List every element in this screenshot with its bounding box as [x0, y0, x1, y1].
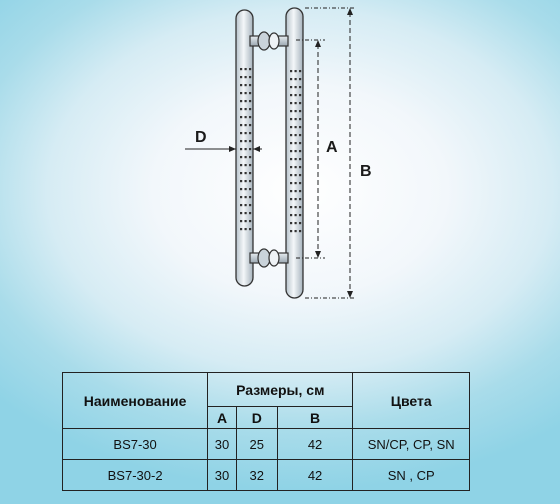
hole-dot: [249, 76, 251, 78]
hole-dot: [249, 116, 251, 118]
hole-dot: [290, 94, 292, 96]
hole-dot: [290, 230, 292, 232]
hole-dot: [295, 126, 297, 128]
hole-dot: [240, 156, 242, 158]
hole-dot: [249, 92, 251, 94]
hole-dot: [245, 76, 247, 78]
table-row: [63, 429, 470, 460]
cell-colors: SN , CP: [353, 460, 470, 491]
hole-dot: [290, 198, 292, 200]
hole-dot: [295, 182, 297, 184]
specs-table: [62, 372, 470, 491]
hole-dot: [290, 174, 292, 176]
hole-dot: [295, 190, 297, 192]
hole-dot: [299, 78, 301, 80]
hole-dot: [249, 172, 251, 174]
hole-dot: [299, 118, 301, 120]
hole-dot: [295, 78, 297, 80]
hole-dot: [290, 78, 292, 80]
hole-dot: [290, 126, 292, 128]
hole-dot: [295, 198, 297, 200]
hole-dot: [240, 164, 242, 166]
hole-dot: [240, 84, 242, 86]
hole-dot: [240, 204, 242, 206]
hole-dot: [240, 188, 242, 190]
hole-dot: [299, 182, 301, 184]
hole-dot: [249, 228, 251, 230]
hole-dot: [240, 124, 242, 126]
hole-dot: [245, 108, 247, 110]
hole-dot: [245, 164, 247, 166]
hole-dot: [245, 124, 247, 126]
hole-dot: [245, 220, 247, 222]
hole-dot: [249, 212, 251, 214]
hole-dot: [245, 196, 247, 198]
cell-b: 42: [277, 460, 353, 491]
hole-dot: [295, 222, 297, 224]
hole-dot: [295, 134, 297, 136]
hole-dot: [290, 166, 292, 168]
hole-dot: [295, 230, 297, 232]
header-a: A: [208, 407, 237, 429]
hole-dot: [295, 102, 297, 104]
dimension-b-label: B: [360, 163, 372, 180]
hole-dot: [245, 172, 247, 174]
hole-dot: [295, 118, 297, 120]
hole-dot: [295, 158, 297, 160]
hole-dot: [245, 68, 247, 70]
hole-dot: [299, 222, 301, 224]
hole-dot: [245, 228, 247, 230]
cell-a: 30: [208, 429, 237, 460]
hole-dot: [245, 188, 247, 190]
hole-dot: [295, 174, 297, 176]
hole-dot: [290, 222, 292, 224]
hole-dot: [290, 110, 292, 112]
hole-dot: [249, 124, 251, 126]
hole-dot: [245, 140, 247, 142]
cell-colors: SN/CP, CP, SN: [353, 429, 470, 460]
hole-dot: [245, 92, 247, 94]
hole-dot: [249, 132, 251, 134]
hole-dot: [240, 108, 242, 110]
hole-dot: [299, 166, 301, 168]
header-sizes: Размеры, см: [208, 373, 353, 407]
hole-dot: [295, 110, 297, 112]
hole-dot: [240, 132, 242, 134]
hole-dot: [295, 150, 297, 152]
cell-name: BS7-30: [63, 429, 208, 460]
hole-dot: [249, 204, 251, 206]
hole-dot: [295, 206, 297, 208]
header-name: Наименование: [63, 373, 208, 429]
hole-dot: [299, 206, 301, 208]
hole-dot: [295, 86, 297, 88]
hole-dot: [295, 142, 297, 144]
hole-dot: [245, 148, 247, 150]
rear-bar-holes: [290, 70, 301, 232]
hole-dot: [240, 220, 242, 222]
hole-dot: [295, 214, 297, 216]
hole-dot: [249, 140, 251, 142]
hole-dot: [299, 110, 301, 112]
hole-dot: [240, 92, 242, 94]
cell-d: 25: [236, 429, 277, 460]
hole-dot: [299, 190, 301, 192]
hole-dot: [290, 118, 292, 120]
hole-dot: [245, 116, 247, 118]
hole-dot: [245, 156, 247, 158]
hole-dot: [290, 134, 292, 136]
hole-dot: [290, 182, 292, 184]
cell-d: 32: [236, 460, 277, 491]
hole-dot: [240, 172, 242, 174]
hole-dot: [245, 132, 247, 134]
hole-dot: [240, 196, 242, 198]
hole-dot: [299, 86, 301, 88]
hole-dot: [295, 166, 297, 168]
hole-dot: [299, 174, 301, 176]
hole-dot: [295, 70, 297, 72]
hole-dot: [249, 180, 251, 182]
hole-dot: [245, 204, 247, 206]
hole-dot: [299, 102, 301, 104]
hole-dot: [299, 198, 301, 200]
hole-dot: [299, 142, 301, 144]
hole-dot: [249, 220, 251, 222]
header-d: D: [236, 407, 277, 429]
hole-dot: [240, 148, 242, 150]
cell-name: BS7-30-2: [63, 460, 208, 491]
hole-dot: [299, 214, 301, 216]
hole-dot: [240, 116, 242, 118]
hole-dot: [295, 94, 297, 96]
dimension-a-label: A: [326, 139, 338, 156]
hole-dot: [249, 196, 251, 198]
hole-dot: [290, 158, 292, 160]
hole-dot: [290, 214, 292, 216]
hole-dot: [240, 140, 242, 142]
hole-dot: [240, 180, 242, 182]
hole-dot: [290, 102, 292, 104]
hole-dot: [240, 68, 242, 70]
table-row: [63, 460, 470, 491]
hole-dot: [249, 164, 251, 166]
hole-dot: [240, 228, 242, 230]
dimension-d-label: D: [195, 129, 207, 146]
hole-dot: [249, 100, 251, 102]
hole-dot: [299, 126, 301, 128]
hole-dot: [249, 108, 251, 110]
hole-dot: [290, 86, 292, 88]
hole-dot: [245, 212, 247, 214]
hole-dot: [249, 68, 251, 70]
hole-dot: [290, 70, 292, 72]
hole-dot: [249, 156, 251, 158]
hole-dot: [299, 158, 301, 160]
hole-dot: [245, 100, 247, 102]
header-colors: Цвета: [353, 373, 470, 429]
dimension-b: [305, 8, 372, 298]
hole-dot: [290, 206, 292, 208]
cell-b: 42: [277, 429, 353, 460]
hole-dot: [240, 76, 242, 78]
hole-dot: [299, 94, 301, 96]
hole-dot: [245, 180, 247, 182]
hole-dot: [290, 150, 292, 152]
hole-dot: [290, 190, 292, 192]
hole-dot: [249, 84, 251, 86]
hole-dot: [240, 212, 242, 214]
cell-a: 30: [208, 460, 237, 491]
hole-dot: [249, 148, 251, 150]
front-handle-bar: [236, 10, 253, 286]
hole-dot: [249, 188, 251, 190]
hole-dot: [245, 84, 247, 86]
hole-dot: [299, 134, 301, 136]
header-b: B: [277, 407, 353, 429]
hole-dot: [299, 150, 301, 152]
top-mounting-post: [250, 32, 288, 50]
hole-dot: [299, 70, 301, 72]
bottom-mounting-post: [250, 249, 288, 267]
front-bar-holes: [240, 68, 251, 230]
hole-dot: [299, 230, 301, 232]
hole-dot: [290, 142, 292, 144]
hole-dot: [240, 100, 242, 102]
